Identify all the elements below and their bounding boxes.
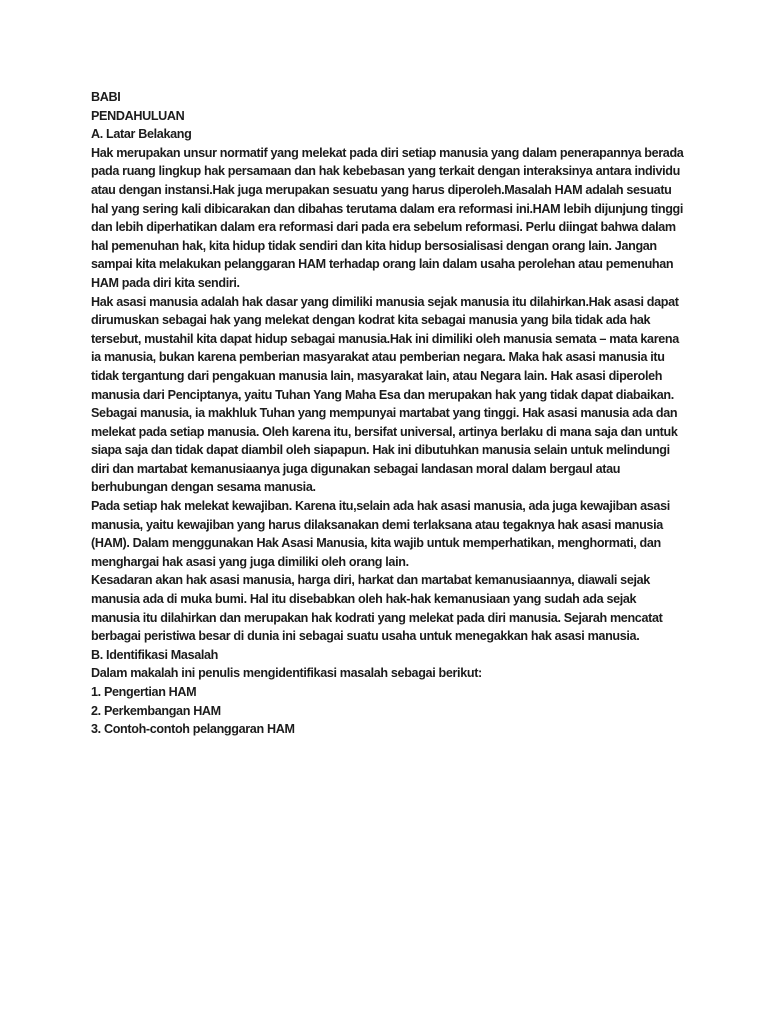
section-a-paragraph-3: Sebagai manusia, ia makhluk Tuhan yang mempunyai martabat yang tinggi. Hak asasi manusia ada dan melekat pada setiap manusia. Oleh karena itu, bersifat universal, artinya berlaku di mana saja dan untuk siapa saja dan tidak dapat diambil oleh siapapun. Hak ini dibutuhkan manusia selain untuk melindungi diri dan martabat kemanusiaanya juga digunakan sebagai landasan moral dalam bergaul atau berhubungan dengan sesama manusia. [91,406,678,495]
section-a-paragraph-2: Hak asasi manusia adalah hak dasar yang dimiliki manusia sejak manusia itu dilahirkan.Hak asasi dapat dirumuskan sebagai hak yang melekat dengan kodrat kita sebagai manusia yang bila tidak ada hak tersebut, mustahil kita dapat hidup sebagai manusia.Hak ini dimiliki oleh manusia semata – mata karena ia manusia, bukan karena pemberian masyarakat atau pemberian negara. Maka hak asasi manusia itu tidak tergantung dari pengakuan manusia lain, masyarakat lain, atau Negara lain. Hak asasi diperoleh manusia dari Penciptanya, yaitu Tuhan Yang Maha Esa dan merupakan hak yang tidak dapat diabaikan. [91,294,679,402]
section-b-intro: Dalam makalah ini penulis mengidentifikasi masalah sebagai berikut: [91,666,482,681]
section-a-heading: A. Latar Belakang [91,127,192,142]
section-b-list-item-1: 1. Pengertian HAM [91,685,197,699]
chapter-title: PENDAHULUAN [91,108,185,123]
section-a-paragraph-4: Pada setiap hak melekat kewajiban. Karena itu,selain ada hak asasi manusia, ada juga kewajiban asasi manusia, yaitu kewajiban yang harus dilaksanakan demi terlaksana atau tegaknya hak asasi manusia (HAM). Dalam menggunakan Hak Asasi Manusia, kita wajib untuk memperhatikan, menghormati, dan menghargai hak asasi yang juga dimiliki oleh orang lain. [91,499,670,569]
chapter-label: BABI [91,90,121,104]
section-b-list-item-2: 2. Perkembangan HAM [91,703,221,718]
section-b-heading: B. Identifikasi Masalah [91,647,219,662]
section-a-paragraph-1: Hak merupakan unsur normatif yang melekat pada diri setiap manusia yang dalam penerapannya berada pada ruang lingkup hak persamaan dan hak kebebasan yang terkait dengan interaksinya antara individu atau dengan instansi.Hak juga merupakan sesuatu yang harus diperoleh.Masalah HAM adalah sesuatu hal yang sering kali dibicarakan dan dibahas terutama dalam era reformasi ini.HAM lebih dijunjung tinggi dan lebih diperhatikan dalam era reformasi dari pada era sebelum reformasi. Perlu diingat bahwa dalam hal pemenuhan hak, kita hidup tidak sendiri dan kita hidup bersosialisasi dengan orang lain. Jangan sampai kita melakukan pelanggaran HAM terhadap orang lain dalam usaha perolehan atau pemenuhan HAM pada diri kita sendiri. [91,145,684,290]
section-a-paragraph-5: Kesadaran akan hak asasi manusia, harga diri, harkat dan martabat kemanusiaannya, diawali sejak manusia ada di muka bumi. Hal itu disebabkan oleh hak-hak kemanusiaan yang sudah ada sejak manusia itu dilahirkan dan merupakan hak kodrati yang melekat pada diri manusia. Sejarah mencatat berbagai peristiwa besar di dunia ini sebagai suatu usaha untuk menegakkan hak asasi manusia. [91,573,663,644]
section-b-list-item-3: 3. Contoh-contoh pelanggaran HAM [91,722,295,737]
